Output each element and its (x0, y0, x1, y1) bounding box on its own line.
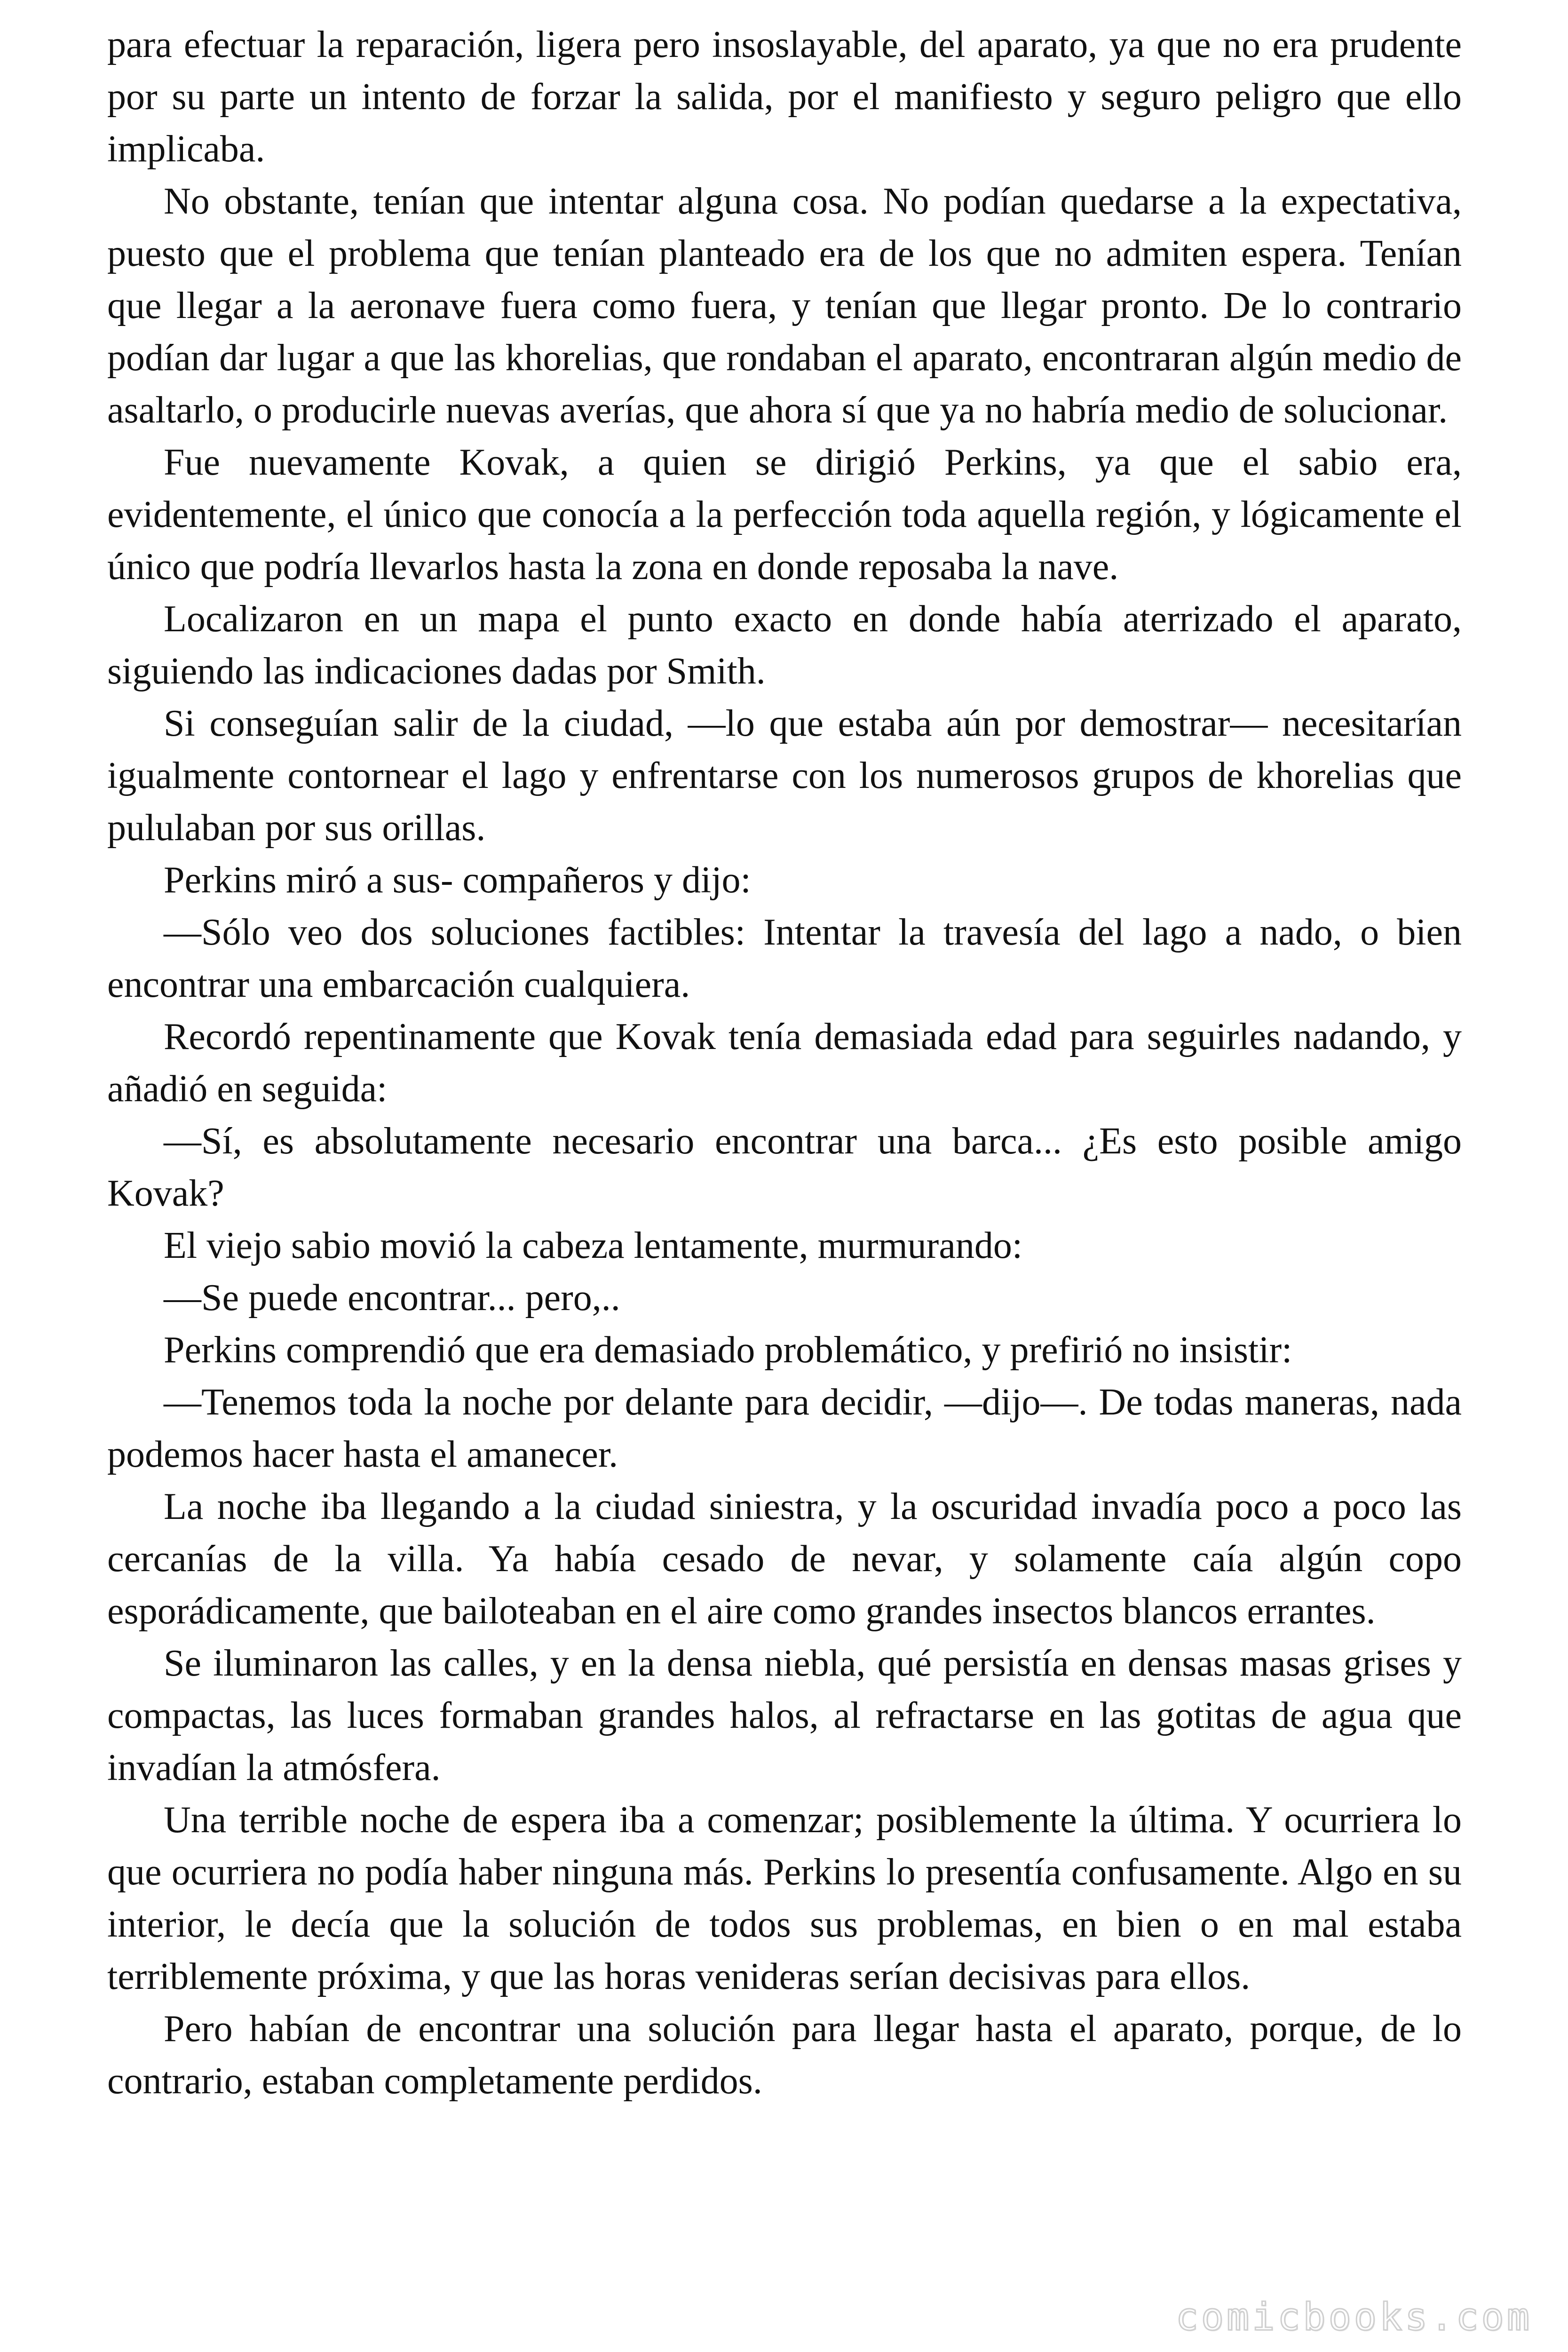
paragraph: Pero habían de encontrar una solución para llegar hasta el aparato, porque, de lo contrario, estaban completamente perdidos. (107, 2008, 1462, 2102)
paragraph: Perkins comprendió que era demasiado problemático, y prefirió no insistir: (164, 1329, 1292, 1371)
dialogue-paragraph: —Se puede encontrar... pero,.. (164, 1277, 620, 1319)
paragraph: La noche iba llegando a la ciudad siniestra, y la oscuridad invadía poco a poco las cercanías de la villa. Ya había cesado de nevar, y solamente caía algún copo esporádicamente, que bailoteaban en el aire como grandes insectos blancos errantes. (107, 1486, 1462, 1632)
paragraph: Fue nuevamente Kovak, a quien se dirigió Perkins, ya que el sabio era, evidentemente, el único que conocía a la perfección toda aquella región, y lógicamente el único que podría llevarlos hasta la zona en donde reposaba la nave. (107, 442, 1462, 588)
watermark: comicbooks.com (1175, 2295, 1532, 2339)
dialogue-paragraph: —Sólo veo dos soluciones factibles: Intentar la travesía del lago a nado, o bien encontrar una embarcación cualquiera. (107, 912, 1462, 1005)
paragraph: Si conseguían salir de la ciudad, —lo que estaba aún por demostrar— necesitarían igualmente contornear el lago y enfrentarse con los numerosos grupos de khorelias que pululaban por sus orillas. (107, 703, 1462, 849)
paragraph: Una terrible noche de espera iba a comenzar; posiblemente la última. Y ocurriera lo que ocurriera no podía haber ninguna más. Perkins lo presentía confusamente. Algo en su interior, le decía que la solución de todos sus problemas, en bien o en mal estaba terriblemente próxima, y que las horas venideras serían decisivas para ellos. (107, 1799, 1462, 1997)
paragraph: Recordó repentinamente que Kovak tenía demasiada edad para seguirles nadando, y añadió en seguida: (107, 1016, 1462, 1110)
paragraph: Localizaron en un mapa el punto exacto en donde había aterrizado el aparato, siguiendo las indicaciones dadas por Smith. (107, 598, 1462, 692)
paragraph: Se iluminaron las calles, y en la densa niebla, qué persistía en densas masas grises y compactas, las luces formaban grandes halos, al refractarse en las gotitas de agua que invadían la atmósfera. (107, 1643, 1462, 1788)
paragraph: El viejo sabio movió la cabeza lentamente, murmurando: (164, 1225, 1023, 1266)
document-body (107, 19, 1462, 2107)
paragraph: Perkins miró a sus- compañeros y dijo: (164, 859, 751, 901)
paragraph: No obstante, tenían que intentar alguna cosa. No podían quedarse a la expectativa, puesto que el problema que tenían planteado era de los que no admiten espera. Tenían que llegar a la aeronave fuera como fuera, y tenían que llegar pronto. De lo contrario podían dar lugar a que las khorelias, que rondaban el aparato, encontraran algún medio de asaltarlo, o producirle nuevas averías, que ahora sí que ya no habría medio de solucionar. (107, 181, 1462, 431)
paragraph: para efectuar la reparación, ligera pero insoslayable, del aparato, ya que no era prudente por su parte un intento de forzar la salida, por el manifiesto y seguro peligro que ello implicaba. (107, 24, 1462, 170)
dialogue-paragraph: —Tenemos toda la noche por delante para decidir, —dijo—. De todas maneras, nada podemos hacer hasta el amanecer. (107, 1382, 1462, 1475)
dialogue-paragraph: —Sí, es absolutamente necesario encontrar una barca... ¿Es esto posible amigo Kovak? (107, 1120, 1462, 1214)
